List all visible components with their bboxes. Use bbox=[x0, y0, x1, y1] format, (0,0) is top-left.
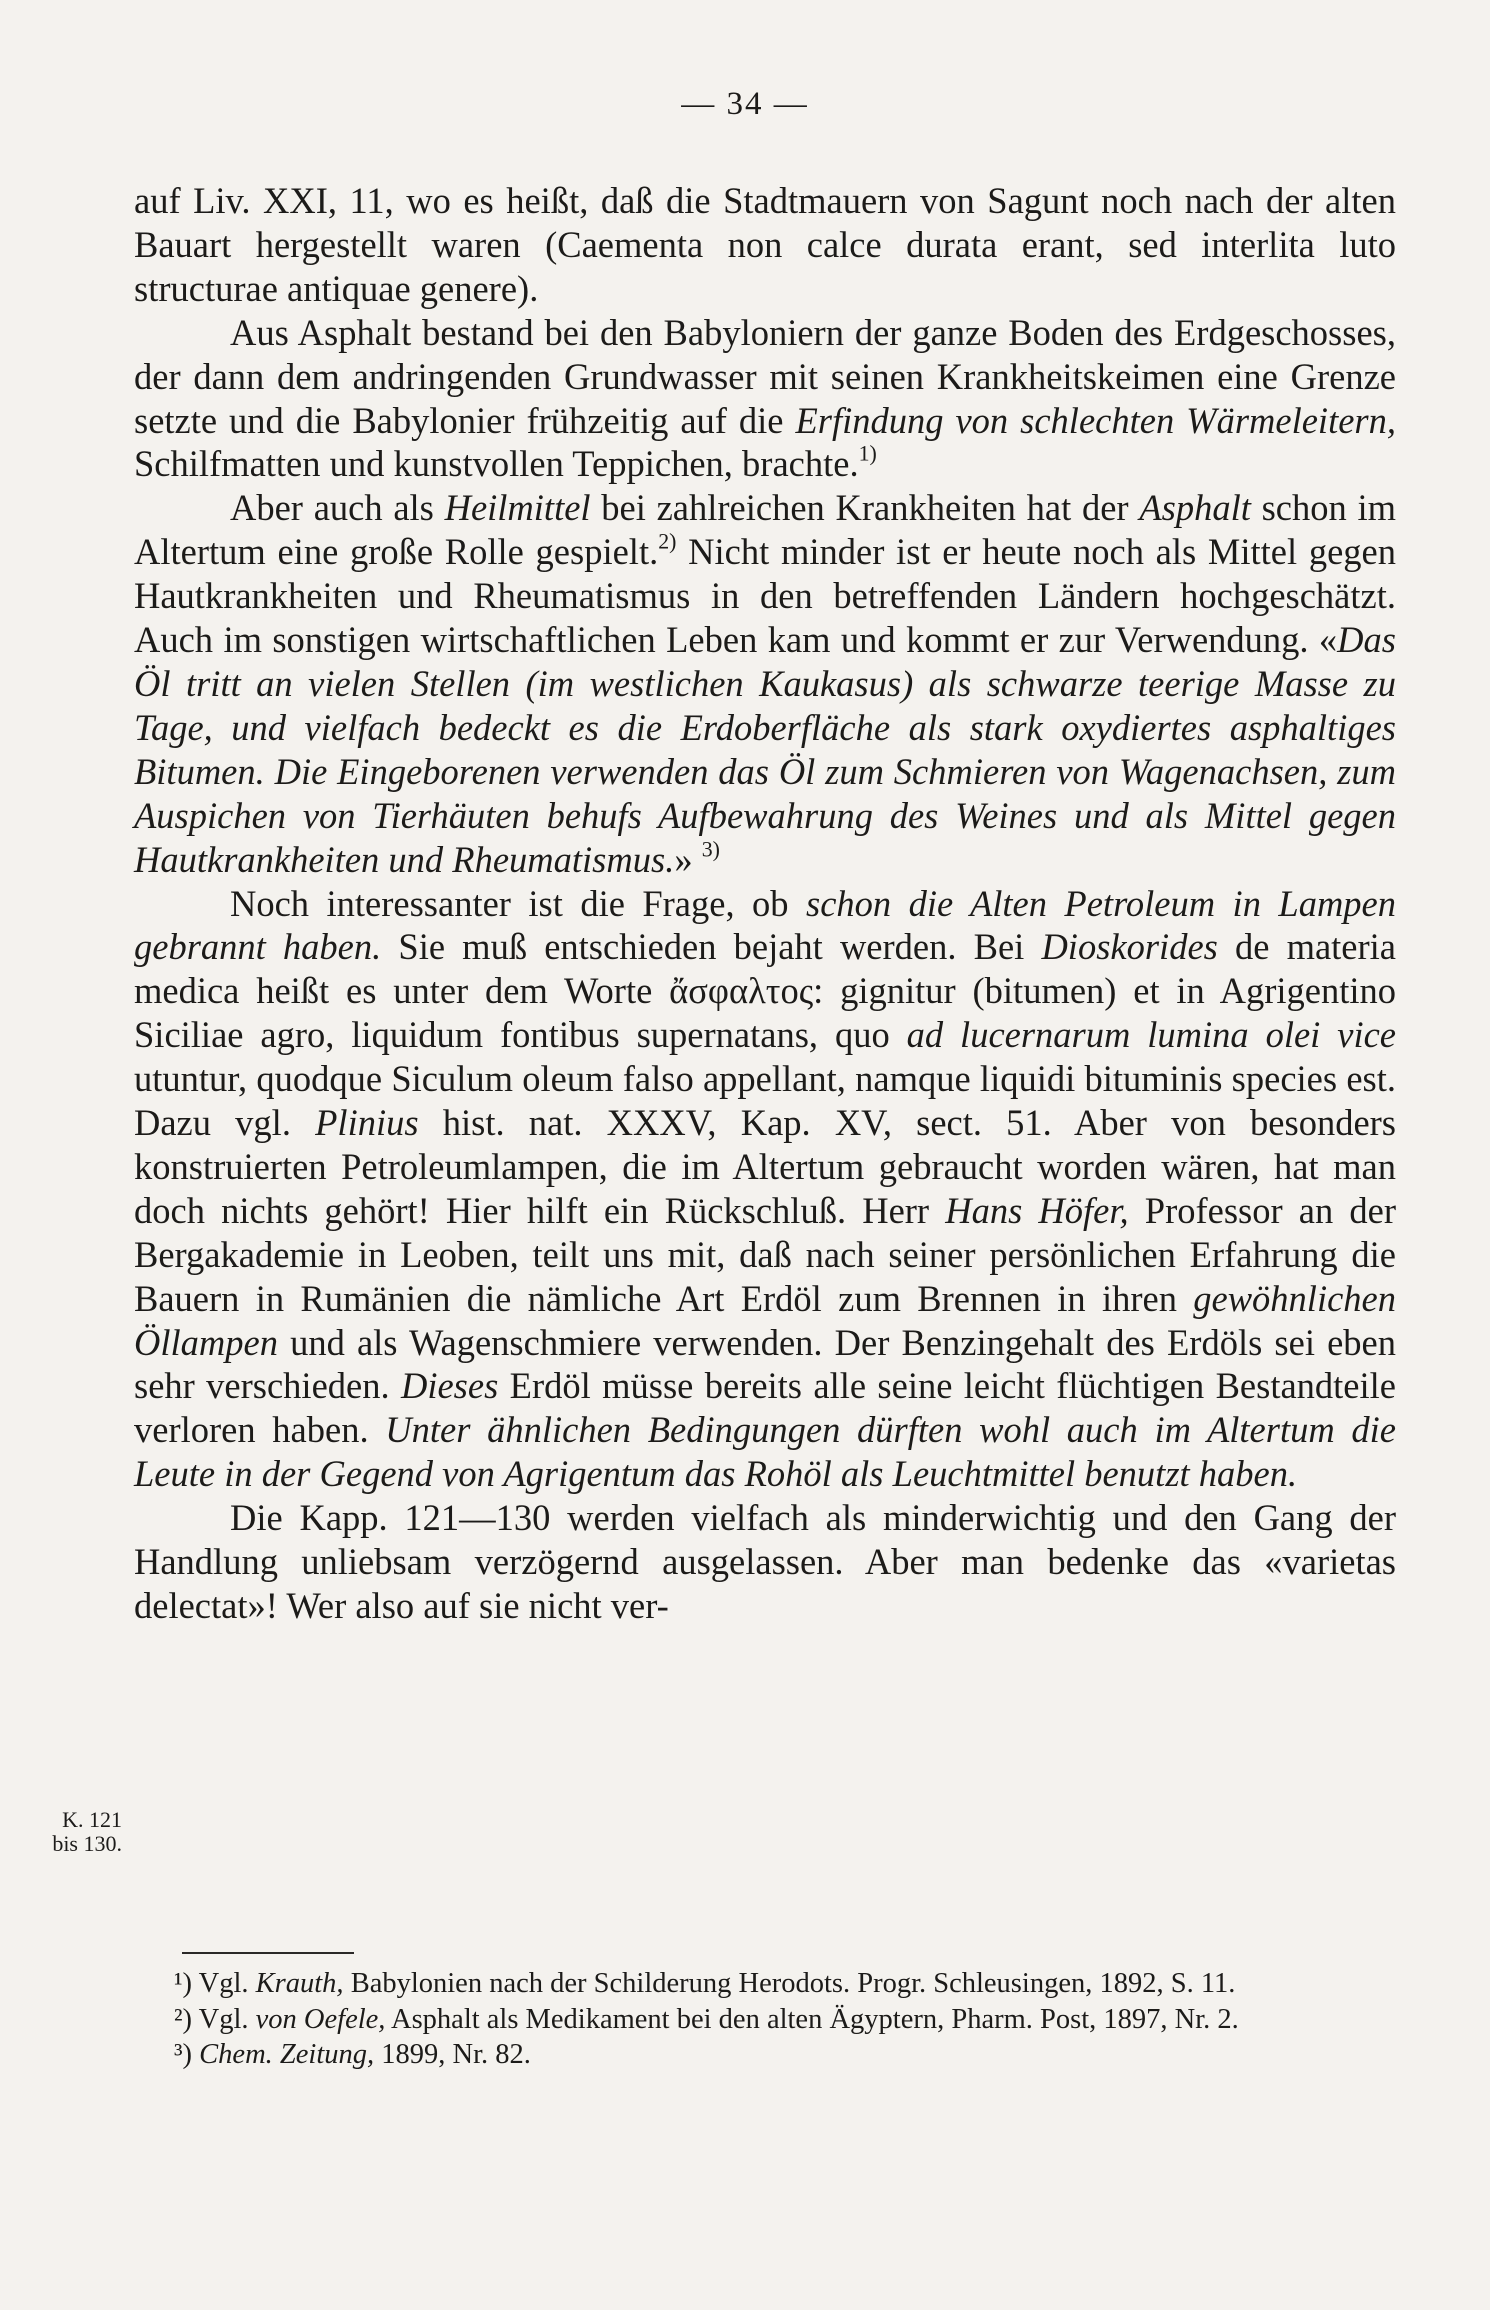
text-run: schon im Altertum eine große Rolle gespielt. bbox=[134, 487, 1397, 573]
italic-text: Dieses bbox=[400, 1365, 499, 1407]
text-run: Nicht minder ist er heute noch als Mittel gegen Hautkrankheiten und Rheumatismus in den betreffenden Ländern hochgeschätzt. Auch im sonstigen wirtschaftlichen Leben kam und kommt er zur Verwendung. « bbox=[134, 531, 1397, 661]
text-run: 1899, Nr. 82. bbox=[374, 2039, 531, 2070]
text-run: Babylonien nach der Schilderung Herodots. Progr. Schleusingen, 1892, S. 11. bbox=[343, 1968, 1236, 1999]
text-run: auf Liv. XXI, 11, wo es heißt, daß die Stadtmauern von Sagunt noch nach der alten Bauart hergestellt waren (Caementa non calce durata erant, sed interlita luto structurae antiquae genere). bbox=[134, 180, 1396, 309]
footnotes bbox=[134, 1966, 1396, 2073]
text-run: Schilfmatten und kunstvollen Teppichen, brachte. bbox=[134, 443, 859, 485]
text-run: bei zahlreichen Krankheiten hat der bbox=[590, 487, 1140, 529]
footnote-rule bbox=[182, 1952, 354, 1954]
italic-text: Unter ähnlichen Bedingungen dürften wohl auch im Altertum die Leute in der Gegend von Agrigentum das Rohöl als Leuchtmittel benutzt haben. bbox=[134, 1409, 1396, 1495]
footnote-ref: 3) bbox=[701, 836, 720, 862]
italic-text: Dioskorides bbox=[1041, 926, 1218, 968]
footnote-ref: 1) bbox=[858, 441, 877, 467]
text-run: de materia medica heißt es unter dem Worte ἄσφαλτος: gignitur (bitumen) et in Agrigentino Siciliae agro, liquidum fontibus supernatans, quo bbox=[134, 926, 1396, 1056]
text-run: und als Wagenschmiere verwenden. Der Benzingehalt des Erdöls sei eben sehr verschieden. bbox=[134, 1321, 1396, 1407]
text-run: » bbox=[674, 838, 702, 880]
main-text bbox=[134, 179, 1396, 1628]
text-run: ³) bbox=[174, 2039, 200, 2070]
text-run: Die Kapp. 121—130 werden vielfach als minderwichtig und den Gang der Handlung unliebsam verzögernd ausgelassen. Aber man bedenke das «varietas delectat»! Wer also auf sie nicht ver- bbox=[134, 1497, 1396, 1626]
page-number: — 34 — bbox=[681, 86, 809, 122]
text-run: ¹) Vgl. bbox=[174, 1968, 256, 1999]
text-run: Aus Asphalt bestand bei den Babyloniern der ganze Boden des Erdgeschosses, der dann dem andringenden Grundwasser mit seinen Krankheitskeimen eine Grenze setzte und die Babylonier frühzeitig auf die bbox=[134, 311, 1396, 441]
text-run: Sie muß entschieden bejaht werden. Bei bbox=[381, 926, 1042, 968]
footnote-ref: 2) bbox=[658, 528, 677, 554]
italic-text: ad lucernarum lumina olei vice bbox=[906, 1014, 1396, 1056]
italic-text: Krauth, bbox=[255, 1968, 344, 1999]
margin-note bbox=[48, 1808, 122, 1856]
italic-text: gewöhnlichen Öllampen bbox=[134, 1277, 1396, 1363]
text-run: hist. nat. XXXV, Kap. XV, sect. 51. Aber von besonders konstruierten Petroleumlampen, die im Altertum gebraucht worden wären, hat man doch nichts gehört! Hier hilft ein Rückschluß. Herr bbox=[134, 1102, 1397, 1231]
italic-text: Hans Höfer, bbox=[945, 1189, 1129, 1231]
italic-text: schon die Alten Petroleum in Lampen gebrannt haben. bbox=[134, 882, 1397, 968]
italic-text: Chem. Zeitung, bbox=[199, 2039, 375, 2070]
paragraph bbox=[134, 1496, 1396, 1628]
footnote bbox=[134, 2037, 1396, 2073]
footnote bbox=[134, 2002, 1396, 2038]
italic-text: Plinius bbox=[315, 1102, 419, 1144]
paragraph bbox=[134, 882, 1396, 1497]
text-run: Asphalt als Medikament bei den alten Ägyptern, Pharm. Post, 1897, Nr. 2. bbox=[385, 2003, 1239, 2035]
margin-note-line: bis 130. bbox=[52, 1831, 122, 1856]
margin-note-line: K. 121 bbox=[62, 1807, 122, 1832]
paragraph bbox=[134, 311, 1396, 487]
paragraph bbox=[134, 179, 1396, 311]
italic-text: Das Öl tritt an vielen Stellen (im westlichen Kaukasus) als schwarze teerige Masse zu Tage, und vielfach bedeckt es die Erdoberfläche als stark oxydiertes asphaltiges Bitumen. Die Eingeborenen verwenden das Öl zum Schmieren von Wagenachsen, zum Auspichen von Tierhäuten behufs Aufbewahrung des Weines und als Mittel gegen Hautkrankheiten und Rheumatismus. bbox=[134, 619, 1396, 880]
text-run: ²) Vgl. bbox=[174, 2003, 256, 2035]
text-run: Erdöl müsse bereits alle seine leicht flüchtigen Bestandteile verloren haben. bbox=[134, 1365, 1396, 1451]
text-run: Aber auch als bbox=[230, 487, 445, 529]
italic-text: von Oefele, bbox=[255, 2003, 386, 2035]
italic-text: Asphalt bbox=[1139, 487, 1251, 529]
text-run: Noch interessanter ist die Frage, ob bbox=[230, 882, 806, 924]
italic-text: Erfindung von schlechten Wärmeleitern, bbox=[795, 399, 1396, 441]
footnote bbox=[134, 1966, 1396, 2002]
text-run: utuntur, quodque Siculum oleum falso appellant, namque liquidi bituminis species est. Dazu vgl. bbox=[134, 1058, 1396, 1144]
text-run: Professor an der Bergakademie in Leoben, teilt uns mit, daß nach seiner persönlichen Erfahrung die Bauern in Rumänien die nämliche Art Erdöl zum Brennen in ihren bbox=[134, 1189, 1396, 1319]
paragraph bbox=[134, 486, 1396, 881]
italic-text: Heilmittel bbox=[444, 487, 591, 529]
